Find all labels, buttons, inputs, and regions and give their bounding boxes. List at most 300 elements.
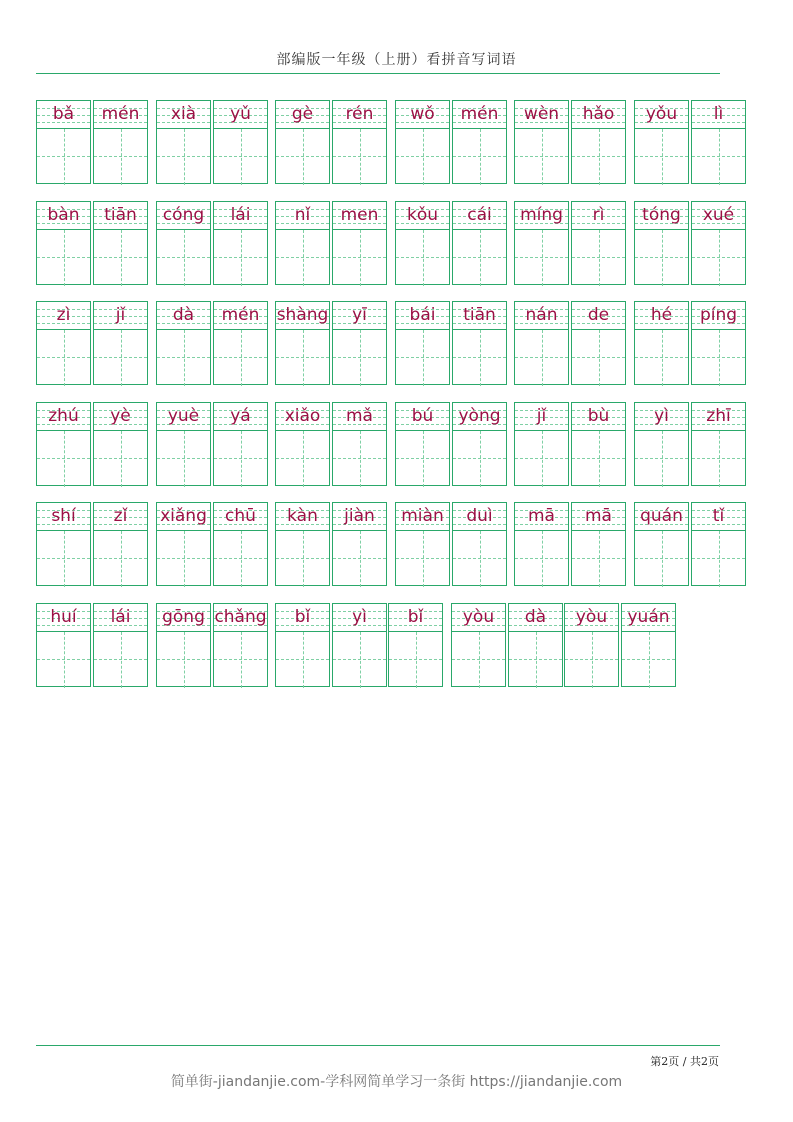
hanzi-writing-cell[interactable] [157, 129, 210, 185]
character-box[interactable] [332, 201, 387, 285]
pinyin-syllable: zì [56, 305, 71, 325]
pinyin-cell [572, 202, 625, 230]
pinyin-syllable: xiǎng [160, 506, 207, 526]
character-box[interactable] [634, 402, 689, 486]
guide-dash-vertical [360, 632, 361, 688]
hanzi-writing-cell[interactable] [572, 230, 625, 286]
character-box[interactable] [452, 402, 507, 486]
pinyin-cell [157, 604, 210, 632]
guide-dash-vertical [423, 129, 424, 185]
hanzi-writing-cell[interactable] [214, 431, 267, 487]
pinyin-syllable: yì [654, 406, 669, 426]
pinyin-syllable: jǐ [536, 406, 547, 426]
pinyin-syllable: cóng [162, 205, 205, 225]
pinyin-cell [389, 604, 442, 632]
pinyin-syllable: jǐ [115, 305, 126, 325]
character-box[interactable] [156, 201, 211, 285]
guide-dash-vertical [662, 129, 663, 185]
pinyin-syllable: lái [110, 607, 131, 627]
pinyin-syllable: de [587, 305, 610, 325]
pinyin-syllable: wèn [523, 104, 560, 124]
pinyin-syllable: xià [170, 104, 197, 124]
character-box[interactable] [36, 402, 91, 486]
guide-dash-vertical [241, 431, 242, 487]
hanzi-writing-cell[interactable] [94, 230, 147, 286]
character-box[interactable] [275, 201, 330, 285]
pinyin-syllable: zhī [706, 406, 731, 426]
guide-dash-vertical [719, 531, 720, 587]
character-box[interactable] [634, 201, 689, 285]
character-box[interactable] [395, 201, 450, 285]
pinyin-cell [515, 403, 568, 431]
guide-dash-vertical [592, 632, 593, 688]
character-box[interactable] [332, 301, 387, 385]
hanzi-writing-cell[interactable] [333, 431, 386, 487]
hanzi-writing-cell[interactable] [94, 431, 147, 487]
pinyin-syllable: tóng [642, 205, 681, 225]
hanzi-writing-cell[interactable] [622, 632, 675, 688]
guide-dash-vertical [184, 230, 185, 286]
character-box[interactable] [691, 301, 746, 385]
hanzi-writing-cell[interactable] [453, 431, 506, 487]
guide-dash-vertical [599, 330, 600, 386]
guide-dash-vertical [64, 431, 65, 487]
character-box[interactable] [36, 100, 91, 184]
pinyin-cell [37, 604, 90, 632]
hanzi-writing-cell[interactable] [276, 230, 329, 286]
character-box[interactable] [332, 603, 387, 687]
hanzi-writing-cell[interactable] [94, 129, 147, 185]
character-box[interactable] [691, 402, 746, 486]
character-box[interactable] [621, 603, 676, 687]
hanzi-writing-cell[interactable] [396, 230, 449, 286]
guide-dash-vertical [542, 129, 543, 185]
hanzi-writing-cell[interactable] [452, 632, 505, 688]
hanzi-writing-cell[interactable] [37, 230, 90, 286]
character-box[interactable] [36, 502, 91, 586]
hanzi-writing-cell[interactable] [37, 632, 90, 688]
guide-dash-vertical [64, 632, 65, 688]
character-box[interactable] [571, 201, 626, 285]
character-box[interactable] [451, 603, 506, 687]
pinyin-syllable: yǔ [230, 104, 251, 124]
hanzi-writing-cell[interactable] [37, 431, 90, 487]
hanzi-writing-cell[interactable] [333, 531, 386, 587]
hanzi-writing-cell[interactable] [572, 330, 625, 386]
guide-dash-vertical [241, 632, 242, 688]
character-box[interactable] [275, 301, 330, 385]
guide-dash-vertical [360, 230, 361, 286]
guide-dash-vertical [423, 330, 424, 386]
hanzi-writing-cell[interactable] [692, 129, 745, 185]
page-number: 第2页 / 共2页 [650, 1055, 719, 1068]
pinyin-cell [157, 101, 210, 129]
pinyin-syllable: shí [51, 506, 76, 526]
guide-dash-vertical [662, 431, 663, 487]
pinyin-syllable: yì [352, 607, 367, 627]
pinyin-cell [333, 302, 386, 330]
pinyin-syllable: nǐ [294, 205, 311, 225]
pinyin-syllable: bǐ [294, 607, 311, 627]
pinyin-cell [515, 503, 568, 531]
hanzi-writing-cell[interactable] [453, 129, 506, 185]
hanzi-writing-cell[interactable] [214, 531, 267, 587]
guide-dash-vertical [121, 431, 122, 487]
pinyin-syllable: yuán [627, 607, 670, 627]
pinyin-syllable: wǒ [410, 104, 435, 124]
character-box[interactable] [395, 402, 450, 486]
hanzi-writing-cell[interactable] [635, 431, 688, 487]
guide-dash-vertical [662, 230, 663, 286]
character-box[interactable] [213, 100, 268, 184]
hanzi-writing-cell[interactable] [635, 129, 688, 185]
hanzi-writing-cell[interactable] [333, 129, 386, 185]
pinyin-cell [515, 302, 568, 330]
hanzi-writing-cell[interactable] [515, 330, 568, 386]
pinyin-syllable: mā [528, 506, 555, 526]
character-box[interactable] [36, 603, 91, 687]
pinyin-cell [453, 503, 506, 531]
hanzi-writing-cell[interactable] [94, 531, 147, 587]
guide-dash-vertical [719, 129, 720, 185]
character-box[interactable] [564, 603, 619, 687]
hanzi-writing-cell[interactable] [453, 230, 506, 286]
pinyin-cell [515, 202, 568, 230]
character-box[interactable] [213, 502, 268, 586]
hanzi-writing-cell[interactable] [635, 230, 688, 286]
character-box[interactable] [514, 201, 569, 285]
character-box[interactable] [93, 100, 148, 184]
pinyin-syllable: tǐ [712, 506, 725, 526]
pinyin-cell [276, 101, 329, 129]
pinyin-cell [333, 101, 386, 129]
pinyin-cell [94, 302, 147, 330]
pinyin-cell [94, 503, 147, 531]
pinyin-syllable: yè [110, 406, 131, 426]
pinyin-cell [396, 302, 449, 330]
pinyin-cell [453, 101, 506, 129]
guide-dash-vertical [536, 632, 537, 688]
character-box[interactable] [156, 402, 211, 486]
character-box[interactable] [275, 603, 330, 687]
pinyin-cell [333, 403, 386, 431]
character-box[interactable] [275, 502, 330, 586]
hanzi-writing-cell[interactable] [276, 330, 329, 386]
hanzi-writing-cell[interactable] [572, 129, 625, 185]
character-box[interactable] [156, 603, 211, 687]
character-box[interactable] [156, 301, 211, 385]
pinyin-syllable: píng [699, 305, 738, 325]
character-box[interactable] [93, 301, 148, 385]
pinyin-syllable: yòu [462, 607, 495, 627]
guide-dash-vertical [121, 632, 122, 688]
pinyin-syllable: zhú [48, 406, 79, 426]
pinyin-syllable: quán [640, 506, 683, 526]
hanzi-writing-cell[interactable] [157, 230, 210, 286]
pinyin-cell [276, 202, 329, 230]
character-box[interactable] [93, 402, 148, 486]
pinyin-cell [37, 503, 90, 531]
pinyin-syllable: mén [101, 104, 140, 124]
pinyin-cell [37, 403, 90, 431]
hanzi-writing-cell[interactable] [214, 632, 267, 688]
pinyin-cell [214, 101, 267, 129]
hanzi-writing-cell[interactable] [214, 230, 267, 286]
pinyin-syllable: kàn [287, 506, 318, 526]
pinyin-cell [572, 302, 625, 330]
hanzi-writing-cell[interactable] [692, 230, 745, 286]
pinyin-cell [635, 302, 688, 330]
pinyin-cell [453, 403, 506, 431]
pinyin-cell [515, 101, 568, 129]
character-box[interactable] [514, 502, 569, 586]
pinyin-syllable: mén [460, 104, 499, 124]
pinyin-cell [692, 101, 745, 129]
hanzi-writing-cell[interactable] [453, 531, 506, 587]
hanzi-writing-cell[interactable] [692, 531, 745, 587]
guide-dash-vertical [662, 330, 663, 386]
character-box[interactable] [213, 402, 268, 486]
character-box[interactable] [571, 301, 626, 385]
character-box[interactable] [156, 502, 211, 586]
hanzi-writing-cell[interactable] [692, 431, 745, 487]
character-box[interactable] [452, 100, 507, 184]
pinyin-syllable: yòng [458, 406, 501, 426]
character-box[interactable] [332, 100, 387, 184]
character-box[interactable] [514, 100, 569, 184]
guide-dash-vertical [241, 129, 242, 185]
pinyin-syllable: mén [221, 305, 260, 325]
guide-dash-vertical [599, 531, 600, 587]
pinyin-syllable: nán [525, 305, 558, 325]
character-box[interactable] [275, 402, 330, 486]
hanzi-writing-cell[interactable] [396, 129, 449, 185]
guide-dash-vertical [360, 531, 361, 587]
pinyin-cell [214, 302, 267, 330]
character-box[interactable] [395, 100, 450, 184]
character-box[interactable] [691, 201, 746, 285]
pinyin-syllable: jiàn [344, 506, 375, 526]
pinyin-syllable: chǎng [214, 607, 267, 627]
character-box[interactable] [514, 301, 569, 385]
guide-dash-vertical [423, 431, 424, 487]
guide-dash-vertical [479, 632, 480, 688]
character-box[interactable] [36, 201, 91, 285]
hanzi-writing-cell[interactable] [509, 632, 562, 688]
guide-dash-vertical [241, 230, 242, 286]
character-box[interactable] [93, 502, 148, 586]
pinyin-syllable: lái [230, 205, 251, 225]
hanzi-writing-cell[interactable] [635, 330, 688, 386]
hanzi-writing-cell[interactable] [157, 330, 210, 386]
hanzi-writing-cell[interactable] [276, 531, 329, 587]
guide-dash-vertical [121, 330, 122, 386]
character-box[interactable] [514, 402, 569, 486]
guide-dash-vertical [480, 431, 481, 487]
pinyin-syllable: yá [230, 406, 251, 426]
guide-dash-vertical [480, 230, 481, 286]
pinyin-cell [396, 403, 449, 431]
guide-dash-vertical [121, 129, 122, 185]
guide-dash-vertical [599, 129, 600, 185]
guide-dash-vertical [423, 531, 424, 587]
character-box[interactable] [213, 301, 268, 385]
character-box[interactable] [213, 603, 268, 687]
character-box[interactable] [634, 301, 689, 385]
hanzi-writing-cell[interactable] [396, 531, 449, 587]
guide-dash-vertical [662, 531, 663, 587]
guide-dash-vertical [303, 431, 304, 487]
pinyin-cell [333, 604, 386, 632]
pinyin-cell [94, 202, 147, 230]
pinyin-cell [622, 604, 675, 632]
pinyin-cell [692, 403, 745, 431]
pinyin-syllable: cái [467, 205, 492, 225]
pinyin-syllable: bú [411, 406, 434, 426]
character-box[interactable] [395, 301, 450, 385]
character-box[interactable] [571, 100, 626, 184]
pinyin-cell [692, 503, 745, 531]
character-box[interactable] [634, 100, 689, 184]
character-box[interactable] [332, 402, 387, 486]
guide-dash-vertical [184, 129, 185, 185]
hanzi-writing-cell[interactable] [157, 431, 210, 487]
guide-dash-vertical [64, 330, 65, 386]
pinyin-syllable: zǐ [113, 506, 128, 526]
character-box[interactable] [275, 100, 330, 184]
guide-dash-vertical [599, 431, 600, 487]
character-box[interactable] [395, 502, 450, 586]
character-box[interactable] [452, 502, 507, 586]
pinyin-syllable: gè [291, 104, 314, 124]
hanzi-writing-cell[interactable] [692, 330, 745, 386]
guide-dash-vertical [542, 330, 543, 386]
hanzi-writing-cell[interactable] [572, 531, 625, 587]
hanzi-writing-cell[interactable] [515, 129, 568, 185]
guide-dash-vertical [121, 531, 122, 587]
guide-dash-vertical [649, 632, 650, 688]
pinyin-cell [94, 101, 147, 129]
pinyin-cell [333, 202, 386, 230]
character-box[interactable] [332, 502, 387, 586]
character-box[interactable] [691, 100, 746, 184]
hanzi-writing-cell[interactable] [396, 431, 449, 487]
pinyin-syllable: gōng [162, 607, 205, 627]
pinyin-cell [452, 604, 505, 632]
guide-dash-vertical [184, 330, 185, 386]
hanzi-writing-cell[interactable] [37, 330, 90, 386]
footer-site-text: 简单街-jiandanjie.com-学科网简单学习一条街 https://jiandanjie.com [170, 1074, 623, 1090]
character-box[interactable] [156, 100, 211, 184]
character-box[interactable] [691, 502, 746, 586]
guide-dash-vertical [719, 230, 720, 286]
hanzi-writing-cell[interactable] [157, 531, 210, 587]
pinyin-syllable: yǒu [645, 104, 678, 124]
hanzi-writing-cell[interactable] [389, 632, 442, 688]
pinyin-syllable: mǎ [346, 406, 373, 426]
hanzi-writing-cell[interactable] [515, 230, 568, 286]
hanzi-writing-cell[interactable] [37, 129, 90, 185]
pinyin-cell [276, 503, 329, 531]
character-box[interactable] [571, 402, 626, 486]
pinyin-cell [572, 503, 625, 531]
pinyin-syllable: rì [592, 205, 605, 225]
pinyin-syllable: chū [225, 506, 256, 526]
hanzi-writing-cell[interactable] [94, 632, 147, 688]
pinyin-syllable: rén [345, 104, 374, 124]
character-box[interactable] [93, 603, 148, 687]
hanzi-writing-cell[interactable] [276, 632, 329, 688]
pinyin-cell [214, 202, 267, 230]
pinyin-cell [396, 503, 449, 531]
character-box[interactable] [452, 201, 507, 285]
pinyin-cell [333, 503, 386, 531]
pinyin-cell [453, 302, 506, 330]
hanzi-writing-cell[interactable] [214, 330, 267, 386]
pinyin-cell [37, 202, 90, 230]
character-box[interactable] [508, 603, 563, 687]
guide-dash-vertical [121, 230, 122, 286]
character-box[interactable] [213, 201, 268, 285]
hanzi-writing-cell[interactable] [515, 531, 568, 587]
pinyin-cell [572, 403, 625, 431]
hanzi-writing-cell[interactable] [214, 129, 267, 185]
guide-dash-vertical [64, 230, 65, 286]
pinyin-cell [214, 403, 267, 431]
character-box[interactable] [634, 502, 689, 586]
hanzi-writing-cell[interactable] [157, 632, 210, 688]
character-box[interactable] [388, 603, 443, 687]
pinyin-cell [572, 101, 625, 129]
guide-dash-vertical [542, 531, 543, 587]
pinyin-cell [276, 403, 329, 431]
character-box[interactable] [36, 301, 91, 385]
pinyin-cell [692, 202, 745, 230]
guide-dash-vertical [480, 129, 481, 185]
character-box[interactable] [571, 502, 626, 586]
hanzi-writing-cell[interactable] [396, 330, 449, 386]
guide-dash-vertical [719, 330, 720, 386]
pinyin-cell [276, 604, 329, 632]
pinyin-cell [37, 101, 90, 129]
guide-dash-vertical [64, 129, 65, 185]
pinyin-syllable: men [340, 205, 379, 225]
guide-dash-vertical [542, 431, 543, 487]
pinyin-cell [635, 101, 688, 129]
pinyin-cell [635, 503, 688, 531]
hanzi-writing-cell[interactable] [635, 531, 688, 587]
pinyin-cell [157, 503, 210, 531]
guide-dash-vertical [360, 330, 361, 386]
hanzi-writing-cell[interactable] [333, 230, 386, 286]
hanzi-writing-cell[interactable] [276, 431, 329, 487]
guide-dash-vertical [423, 230, 424, 286]
hanzi-writing-cell[interactable] [515, 431, 568, 487]
hanzi-writing-cell[interactable] [333, 330, 386, 386]
hanzi-writing-cell[interactable] [453, 330, 506, 386]
hanzi-writing-cell[interactable] [276, 129, 329, 185]
character-box[interactable] [452, 301, 507, 385]
pinyin-syllable: kǒu [406, 205, 439, 225]
hanzi-writing-cell[interactable] [565, 632, 618, 688]
pinyin-syllable: yuè [167, 406, 200, 426]
guide-dash-vertical [360, 129, 361, 185]
character-box[interactable] [93, 201, 148, 285]
hanzi-writing-cell[interactable] [333, 632, 386, 688]
hanzi-writing-cell[interactable] [94, 330, 147, 386]
hanzi-writing-cell[interactable] [572, 431, 625, 487]
hanzi-writing-cell[interactable] [37, 531, 90, 587]
